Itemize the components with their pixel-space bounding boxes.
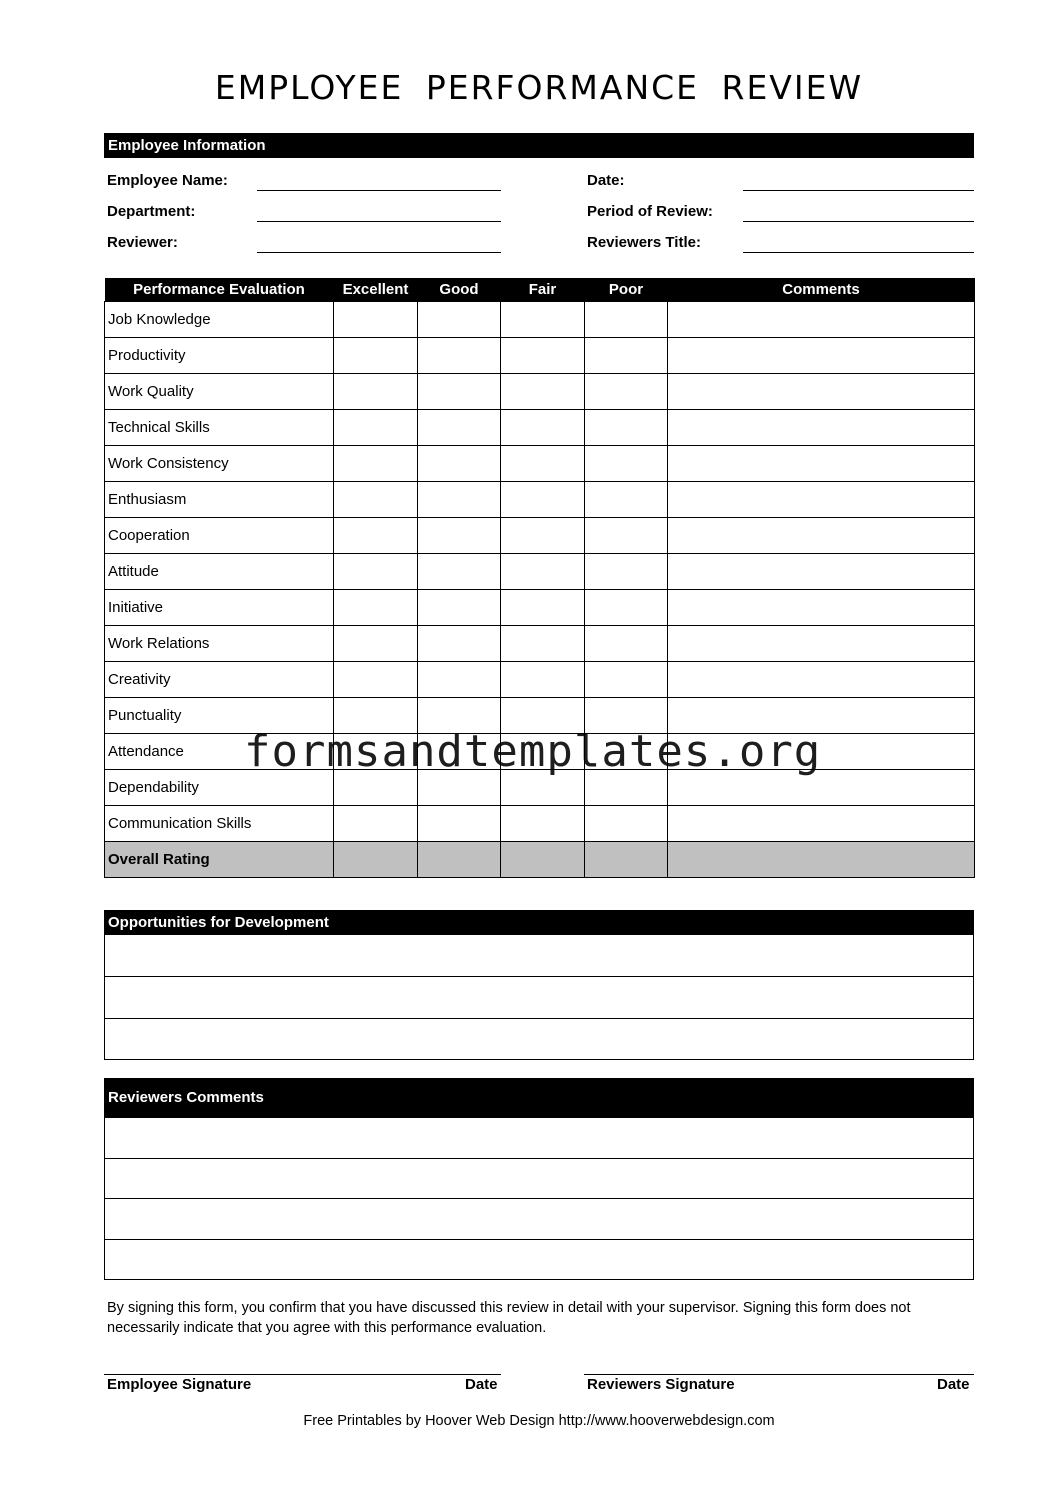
page-title: EMPLOYEE PERFORMANCE REVIEW [214, 68, 864, 107]
rating-cell-fair[interactable] [501, 302, 585, 338]
table-row [105, 626, 975, 662]
rating-cell-excellent[interactable] [334, 446, 418, 482]
rating-cell-excellent[interactable] [334, 590, 418, 626]
rating-cell-good[interactable] [418, 734, 501, 770]
comments-cell[interactable] [668, 842, 975, 878]
development-header: Opportunities for Development [104, 910, 974, 935]
rating-cell-fair[interactable] [501, 770, 585, 806]
rating-cell-poor[interactable] [585, 482, 668, 518]
table-row [105, 662, 975, 698]
comments-cell[interactable] [668, 806, 975, 842]
department-field[interactable] [257, 199, 501, 222]
employee-signature-label: Employee Signature [107, 1376, 252, 1393]
rating-cell-poor[interactable] [585, 590, 668, 626]
comments-cell[interactable] [668, 662, 975, 698]
criterion-label: Work Quality [105, 374, 334, 410]
table-row [105, 518, 975, 554]
rating-cell-poor[interactable] [585, 734, 668, 770]
comments-cell[interactable] [668, 446, 975, 482]
table-row [105, 770, 975, 806]
table-row [105, 302, 975, 338]
rating-cell-fair[interactable] [501, 482, 585, 518]
criterion-label: Technical Skills [105, 410, 334, 446]
comments-cell[interactable] [668, 590, 975, 626]
employee-signature-line[interactable] [104, 1374, 501, 1375]
rating-cell-good[interactable] [418, 374, 501, 410]
comments-cell[interactable] [668, 482, 975, 518]
rating-cell-poor[interactable] [585, 626, 668, 662]
rating-cell-poor[interactable] [585, 302, 668, 338]
rating-cell-good[interactable] [418, 410, 501, 446]
rating-cell-fair[interactable] [501, 410, 585, 446]
rating-cell-poor[interactable] [585, 410, 668, 446]
criterion-label: Work Relations [105, 626, 334, 662]
comments-cell[interactable] [668, 698, 975, 734]
criterion-label: Initiative [105, 590, 334, 626]
rating-cell-fair[interactable] [501, 554, 585, 590]
comments-cell[interactable] [668, 374, 975, 410]
rating-cell-fair[interactable] [501, 518, 585, 554]
table-row [105, 698, 975, 734]
rating-cell-good[interactable] [418, 554, 501, 590]
rating-cell-poor[interactable] [585, 698, 668, 734]
table-row [105, 446, 975, 482]
rating-cell-excellent[interactable] [334, 410, 418, 446]
table-row [105, 482, 975, 518]
rating-cell-good[interactable] [418, 590, 501, 626]
rating-cell-excellent[interactable] [334, 518, 418, 554]
reviewer-date-label: Date [937, 1376, 970, 1393]
rating-cell-fair[interactable] [501, 446, 585, 482]
rating-cell-good[interactable] [418, 482, 501, 518]
rating-cell-excellent[interactable] [334, 482, 418, 518]
rating-cell-fair[interactable] [501, 374, 585, 410]
criterion-label: Enthusiasm [105, 482, 334, 518]
rating-cell-good[interactable] [418, 626, 501, 662]
comment-line[interactable] [105, 1198, 973, 1239]
rating-cell-excellent[interactable] [334, 302, 418, 338]
table-row [105, 410, 975, 446]
date-field[interactable] [743, 168, 974, 191]
period-of-review-field[interactable] [743, 199, 974, 222]
comments-cell[interactable] [668, 302, 975, 338]
comments-cell[interactable] [668, 734, 975, 770]
watermark: formsandtemplates.org [244, 726, 822, 777]
header-fair: Fair [501, 278, 585, 302]
rating-cell-poor[interactable] [585, 554, 668, 590]
reviewer-title-label: Reviewers Title: [587, 234, 701, 251]
comments-cell[interactable] [668, 338, 975, 374]
date-label: Date: [587, 172, 625, 189]
rating-cell-excellent[interactable] [334, 626, 418, 662]
criterion-label: Attendance [105, 734, 334, 770]
rating-cell-good[interactable] [418, 518, 501, 554]
rating-cell-fair[interactable] [501, 842, 585, 878]
rating-cell-poor[interactable] [585, 518, 668, 554]
header-good: Good [418, 278, 501, 302]
rating-cell-excellent[interactable] [334, 734, 418, 770]
rating-cell-excellent[interactable] [334, 770, 418, 806]
performance-evaluation-table [104, 278, 975, 878]
department-label: Department: [107, 203, 196, 220]
header-comments: Comments [668, 278, 975, 302]
rating-cell-fair[interactable] [501, 626, 585, 662]
table-row [105, 338, 975, 374]
rating-cell-poor[interactable] [585, 338, 668, 374]
table-row [105, 374, 975, 410]
reviewer-title-field[interactable] [743, 230, 974, 253]
comments-cell[interactable] [668, 770, 975, 806]
rating-cell-poor[interactable] [585, 662, 668, 698]
comments-cell[interactable] [668, 410, 975, 446]
rating-cell-excellent[interactable] [334, 662, 418, 698]
rating-cell-poor[interactable] [585, 374, 668, 410]
rating-cell-good[interactable] [418, 446, 501, 482]
criterion-label: Communication Skills [105, 806, 334, 842]
criterion-label: Work Consistency [105, 446, 334, 482]
table-row [105, 554, 975, 590]
rating-cell-fair[interactable] [501, 698, 585, 734]
period-of-review-label: Period of Review: [587, 203, 713, 220]
rating-cell-poor[interactable] [585, 770, 668, 806]
reviewer-signature-label: Reviewers Signature [587, 1376, 735, 1393]
rating-cell-poor[interactable] [585, 806, 668, 842]
table-row [105, 734, 975, 770]
rating-cell-fair[interactable] [501, 806, 585, 842]
employee-name-field[interactable] [257, 168, 501, 191]
header-excellent: Excellent [334, 278, 418, 302]
reviewer-signature-line[interactable] [584, 1374, 974, 1375]
employee-date-label: Date [465, 1376, 498, 1393]
comment-line[interactable] [105, 1158, 973, 1198]
rating-cell-excellent[interactable] [334, 842, 418, 878]
criterion-label: Attitude [105, 554, 334, 590]
table-header-row [105, 278, 975, 302]
comments-cell[interactable] [668, 554, 975, 590]
reviewer-comments-box [104, 1118, 974, 1280]
employee-name-label: Employee Name: [107, 172, 228, 189]
rating-cell-fair[interactable] [501, 662, 585, 698]
rating-cell-fair[interactable] [501, 590, 585, 626]
comments-cell[interactable] [668, 518, 975, 554]
development-line[interactable] [105, 1018, 973, 1059]
criterion-label: Dependability [105, 770, 334, 806]
reviewer-label: Reviewer: [107, 234, 178, 251]
rating-cell-good[interactable] [418, 338, 501, 374]
employee-info-header: Employee Information [104, 133, 974, 158]
header-performance-evaluation: Performance Evaluation [105, 278, 334, 302]
rating-cell-good[interactable] [418, 698, 501, 734]
rating-cell-good[interactable] [418, 302, 501, 338]
header-poor: Poor [585, 278, 668, 302]
criterion-label: Productivity [105, 338, 334, 374]
rating-cell-excellent[interactable] [334, 338, 418, 374]
development-line[interactable] [105, 935, 973, 976]
rating-cell-fair[interactable] [501, 734, 585, 770]
comment-line[interactable] [105, 1239, 973, 1279]
table-row [105, 806, 975, 842]
rating-cell-good[interactable] [418, 842, 501, 878]
disclaimer-text: By signing this form, you confirm that you have discussed this review in detail with your supervisor. Signing this form does not necessarily indicate that you agree with this performance evaluation. [107, 1300, 911, 1336]
development-line[interactable] [105, 976, 973, 1018]
rating-cell-excellent[interactable] [334, 374, 418, 410]
rating-cell-good[interactable] [418, 806, 501, 842]
table-row [105, 590, 975, 626]
criterion-label: Cooperation [105, 518, 334, 554]
comments-cell[interactable] [668, 626, 975, 662]
criterion-label: Punctuality [105, 698, 334, 734]
comment-line[interactable] [105, 1118, 973, 1158]
criterion-label: Job Knowledge [105, 302, 334, 338]
rating-cell-excellent[interactable] [334, 554, 418, 590]
rating-cell-good[interactable] [418, 662, 501, 698]
rating-cell-poor[interactable] [585, 842, 668, 878]
performance-table-body [105, 302, 975, 878]
development-box [104, 935, 974, 1060]
criterion-label: Creativity [105, 662, 334, 698]
rating-cell-good[interactable] [418, 770, 501, 806]
reviewer-field[interactable] [257, 230, 501, 253]
rating-cell-fair[interactable] [501, 338, 585, 374]
rating-cell-excellent[interactable] [334, 806, 418, 842]
footer-text: Free Printables by Hoover Web Design http://www.hooverwebdesign.com [303, 1413, 775, 1429]
rating-cell-poor[interactable] [585, 446, 668, 482]
reviewer-comments-header: Reviewers Comments [104, 1078, 974, 1118]
overall-rating-label: Overall Rating [105, 842, 334, 878]
overall-rating-row [105, 842, 975, 878]
rating-cell-excellent[interactable] [334, 698, 418, 734]
